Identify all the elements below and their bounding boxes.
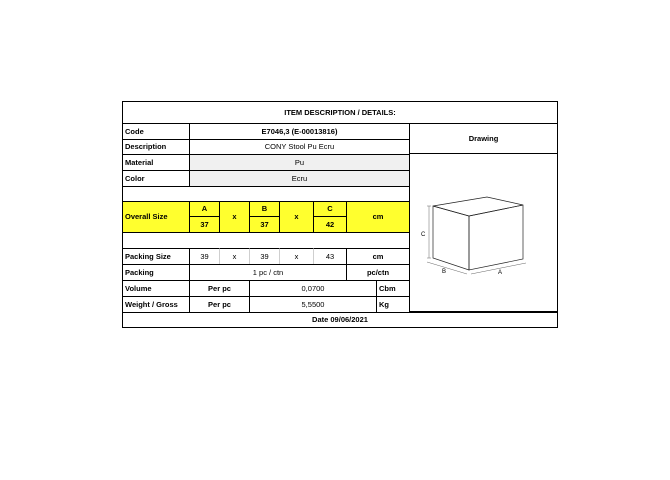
overall-b-value: 37 — [250, 217, 280, 233]
overall-a-header: A — [190, 201, 220, 217]
volume-per: Per pc — [190, 280, 250, 296]
dim-b-label: B — [442, 269, 447, 275]
packing-value: 1 pc / ctn — [190, 264, 347, 280]
description-value: CONY Stool Pu Ecru — [190, 139, 410, 154]
packing-size-label: Packing Size — [123, 248, 190, 264]
material-value: Pu — [190, 154, 410, 170]
sheet-title: ITEM DESCRIPTION / DETAILS: — [123, 102, 557, 124]
overall-size-label: Overall Size — [123, 201, 190, 233]
packing-a-value: 39 — [190, 248, 220, 264]
code-label: Code — [123, 124, 190, 139]
overall-sep-2: x — [280, 201, 314, 233]
overall-sep-1: x — [220, 201, 250, 233]
packing-c-value: 43 — [314, 248, 347, 264]
overall-unit: cm — [347, 201, 410, 233]
packing-b-value: 39 — [250, 248, 280, 264]
stool-drawing — [410, 154, 557, 284]
code-value: E7046,3 (E-00013816) — [190, 124, 410, 139]
packing-label: Packing — [123, 264, 190, 280]
material-label: Material — [123, 154, 190, 170]
overall-c-header: C — [314, 201, 347, 217]
weight-value: 5,5500 — [250, 296, 377, 312]
packing-sep-2: x — [280, 248, 314, 264]
overall-b-header: B — [250, 201, 280, 217]
volume-value: 0,0700 — [250, 280, 377, 296]
packing-sep-1: x — [220, 248, 250, 264]
dim-c-label: C — [421, 232, 426, 238]
packing-size-unit: cm — [347, 248, 410, 264]
overall-a-value: 37 — [190, 217, 220, 233]
color-value: Ecru — [190, 170, 410, 186]
description-label: Description — [123, 139, 190, 154]
dim-a-label: A — [498, 270, 503, 276]
item-spec-sheet — [122, 101, 558, 328]
weight-unit: Kg — [377, 296, 410, 312]
packing-unit: pc/ctn — [347, 264, 410, 280]
spacer-row — [123, 186, 410, 201]
footer-date: Date 09/06/2021 — [123, 312, 557, 327]
color-label: Color — [123, 170, 190, 186]
overall-c-value: 42 — [314, 217, 347, 233]
weight-per: Per pc — [190, 296, 250, 312]
volume-label: Volume — [123, 280, 190, 296]
weight-label: Weight / Gross — [123, 296, 190, 312]
spacer-row-2 — [123, 233, 410, 248]
volume-unit: Cbm — [377, 280, 410, 296]
drawing-label: Drawing — [410, 124, 557, 154]
